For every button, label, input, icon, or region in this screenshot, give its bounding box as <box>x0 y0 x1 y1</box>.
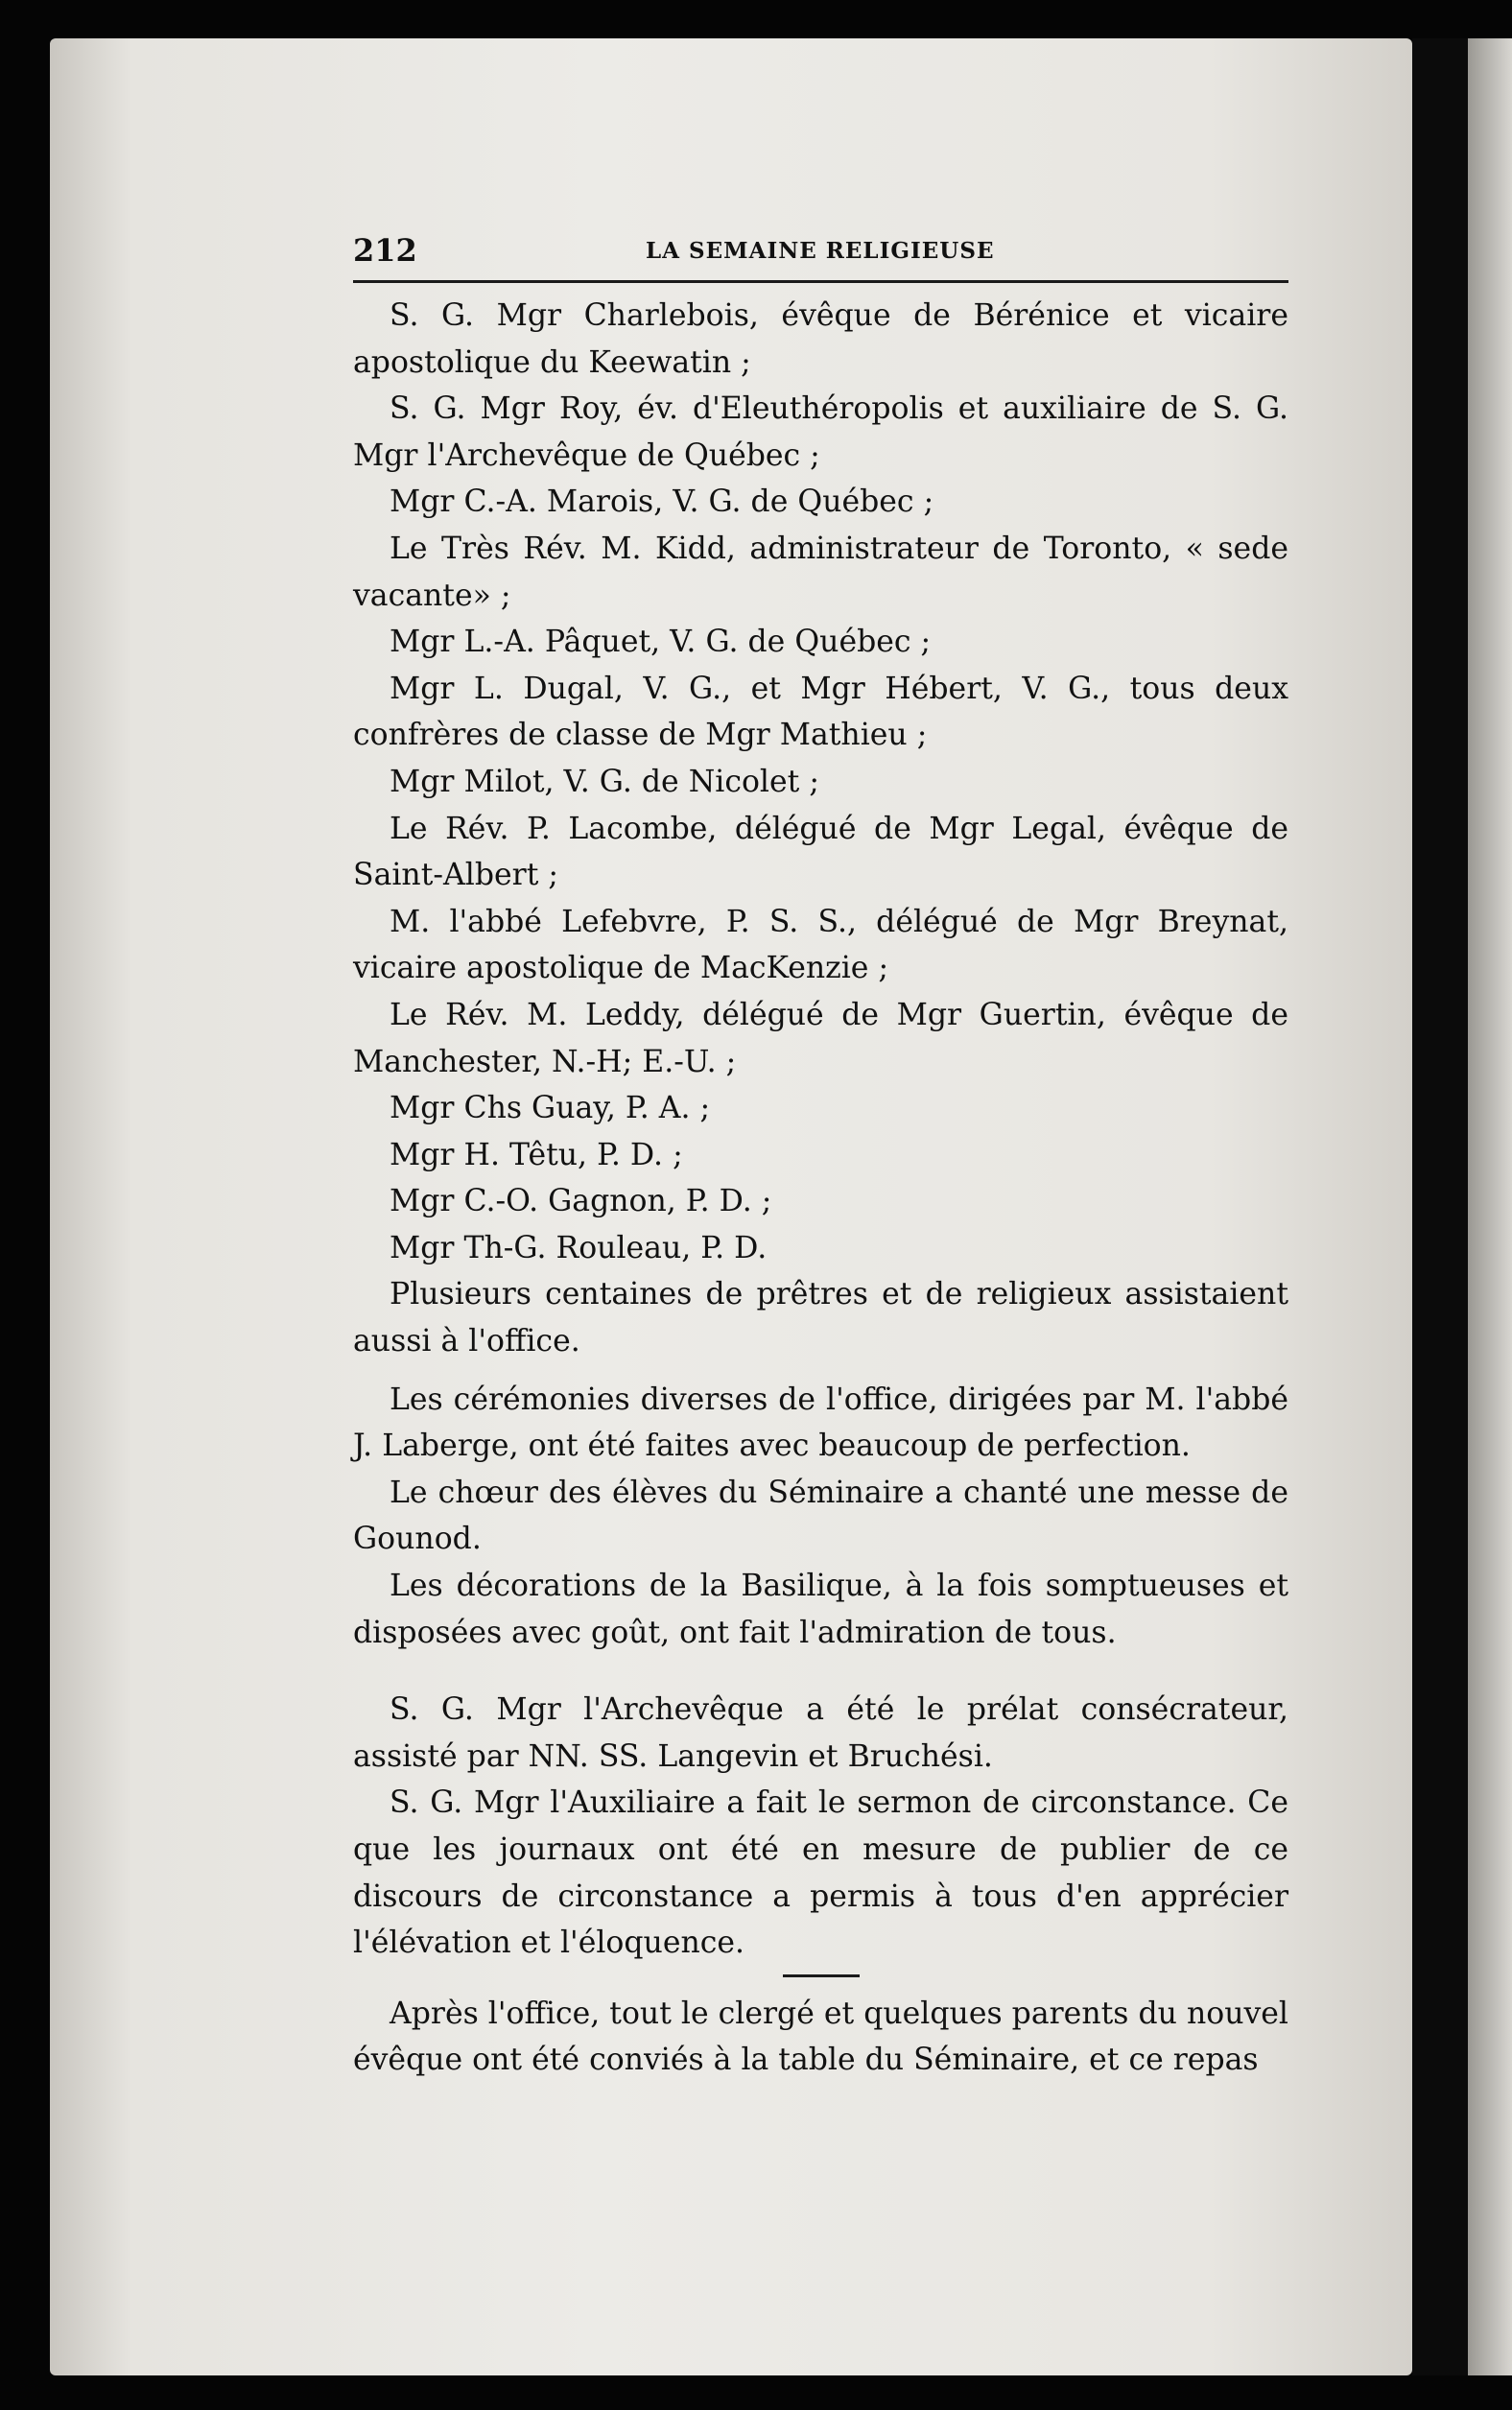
page-text-block <box>353 230 1288 2084</box>
section-divider <box>783 1974 860 1977</box>
paragraph-ceremonies: Les cérémonies diverses de l'office, dirigées par M. l'abbé J. Laberge, ont été faites avec beaucoup de perfection. <box>353 1382 1288 1464</box>
attendee-lacombe: Le Rév. P. Lacombe, délégué de Mgr Legal, évêque de Saint-Albert ; <box>353 811 1288 893</box>
attendee-dugal-hebert: Mgr L. Dugal, V. G., et Mgr Hébert, V. G., tous deux confrères de classe de Mgr Mathieu ; <box>353 671 1288 753</box>
attendee-kidd: Le Très Rév. M. Kidd, administrateur de Toronto, « sede vacante» ; <box>353 531 1288 613</box>
adjacent-page-edge <box>1468 38 1512 2375</box>
attendee-leddy: Le Rév. M. Leddy, délégué de Mgr Guertin, évêque de Manchester, N.-H; E.-U. ; <box>353 997 1288 1079</box>
attendee-paquet: Mgr L.-A. Pâquet, V. G. de Québec ; <box>390 625 932 660</box>
attendee-milot: Mgr Milot, V. G. de Nicolet ; <box>390 764 819 799</box>
paragraph-banquet: Après l'office, tout le clergé et quelques parents du nouvel évêque ont été conviés à la table du Séminaire, et ce repas <box>353 1996 1288 2078</box>
paragraph-consecrator: S. G. Mgr l'Archevêque a été le prélat consécrateur, assisté par NN. SS. Langevin et Bruchési. <box>353 1692 1288 1774</box>
attendee-roy: S. G. Mgr Roy, év. d'Eleuthéropolis et auxiliaire de S. G. Mgr l'Archevêque de Québec ; <box>353 391 1288 473</box>
attendee-gagnon: Mgr C.-O. Gagnon, P. D. ; <box>390 1184 772 1219</box>
paragraph-sermon: S. G. Mgr l'Auxiliaire a fait le sermon de circonstance. Ce que les journaux ont été en mesure de publier de ce discours de circonstance a permis à tous d'en apprécier l'élévation et l'éloquence. <box>353 1785 1288 1961</box>
journal-title: LA SEMAINE RELIGIEUSE <box>646 238 995 264</box>
attendee-charlebois: S. G. Mgr Charlebois, évêque de Bérénice et vicaire apostolique du Keewatin ; <box>353 298 1288 380</box>
attendee-marois: Mgr C.-A. Marois, V. G. de Québec ; <box>390 484 934 520</box>
attendee-tetu: Mgr H. Têtu, P. D. ; <box>390 1137 683 1172</box>
paragraph-clergy-attendance: Plusieurs centaines de prêtres et de religieux assistaient aussi à l'office. <box>353 1277 1288 1359</box>
attendee-guay: Mgr Chs Guay, P. A. ; <box>390 1091 711 1126</box>
paragraph-spacer <box>353 1365 1288 1377</box>
running-head <box>353 230 1288 283</box>
attendee-rouleau: Mgr Th-G. Rouleau, P. D. <box>390 1230 768 1265</box>
section-spacer <box>353 1656 1288 1687</box>
attendee-lefebvre: M. l'abbé Lefebvre, P. S. S., délégué de Mgr Breynat, vicaire apostolique de MacKenzie ; <box>353 904 1288 986</box>
paragraph-decorations: Les décorations de la Basilique, à la fois somptueuses et disposées avec goût, ont fait l'admiration de tous. <box>353 1569 1288 1650</box>
paragraph-choir: Le chœur des élèves du Séminaire a chanté une messe de Gounod. <box>353 1475 1288 1557</box>
page-number: 212 <box>353 232 417 269</box>
page-gutter <box>1412 38 1468 2375</box>
